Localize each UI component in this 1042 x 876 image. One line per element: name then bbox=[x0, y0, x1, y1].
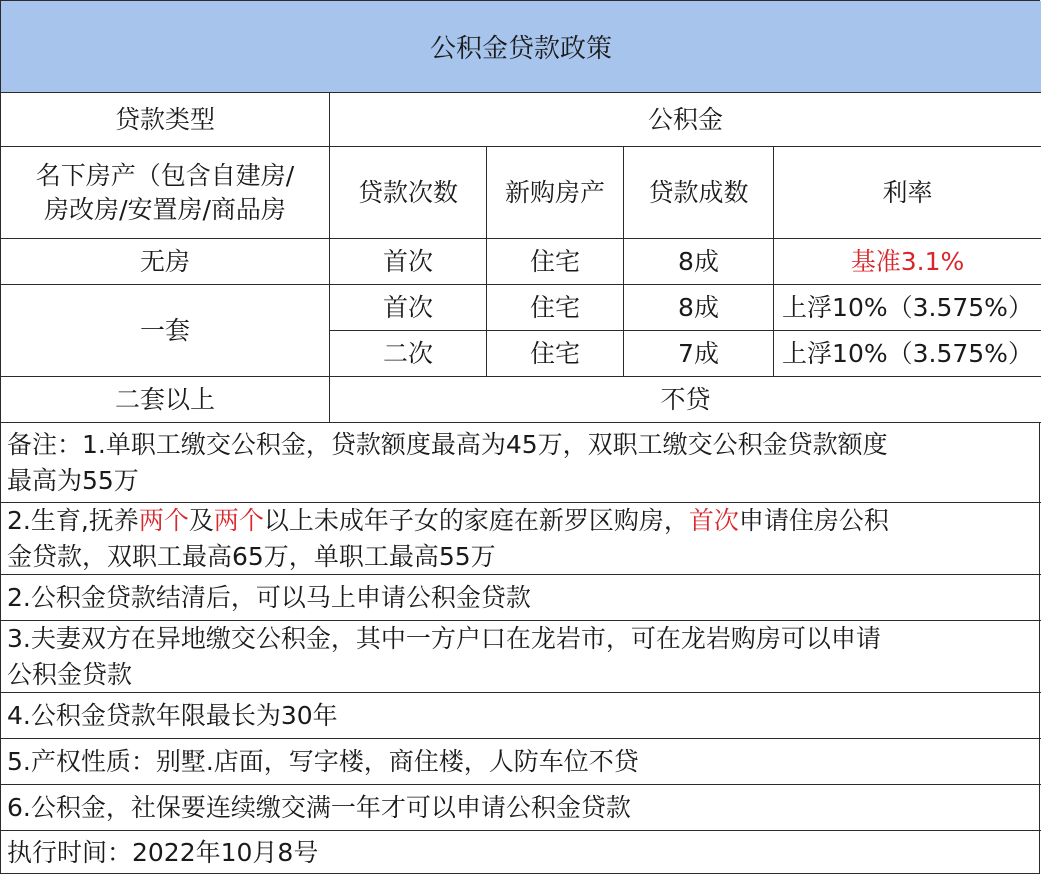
row-one-label: 一套 bbox=[1, 285, 330, 377]
header-loan-times: 贷款次数 bbox=[330, 147, 487, 239]
note-3-text: 2.公积金贷款结清后，可以马上申请公积金贷款 bbox=[7, 582, 531, 612]
header-property-desc bbox=[1, 147, 330, 239]
note-2 bbox=[1, 503, 1041, 575]
note-2-text-a: 2.生育,抚养 bbox=[7, 505, 139, 535]
note-6 bbox=[1, 739, 1041, 785]
row-one-first-times: 首次 bbox=[330, 285, 487, 331]
note-2-line2: 金贷款，双职工最高65万，单职工最高55万 bbox=[7, 541, 496, 571]
note-5 bbox=[1, 693, 1041, 739]
row-one-second-rate: 上浮10%（3.575%） bbox=[774, 331, 1041, 377]
note-2-text-b: 及 bbox=[188, 505, 214, 535]
header-new-property: 新购房产 bbox=[487, 147, 624, 239]
note-1 bbox=[1, 423, 1041, 503]
note-7-text: 6.公积金，社保要连续缴交满一年才可以申请公积金贷款 bbox=[7, 792, 631, 822]
row-one-first-rate: 上浮10%（3.575%） bbox=[774, 285, 1041, 331]
row-none-type: 住宅 bbox=[487, 239, 624, 285]
note-4 bbox=[1, 621, 1041, 693]
row-none-label: 无房 bbox=[1, 239, 330, 285]
header-loan-type: 贷款类型 bbox=[1, 93, 330, 147]
table-title: 公积金贷款政策 bbox=[1, 1, 1041, 93]
note-2-text-d: 申请住房公积 bbox=[738, 505, 889, 535]
note-7 bbox=[1, 785, 1041, 831]
row-none-ratio: 8成 bbox=[624, 239, 774, 285]
header-property-desc-line1: 名下房产（包含自建房/ bbox=[35, 160, 295, 190]
header-rate: 利率 bbox=[774, 147, 1041, 239]
row-two-plus-value: 不贷 bbox=[330, 377, 1041, 423]
row-one-second-times: 二次 bbox=[330, 331, 487, 377]
note-5-text: 4.公积金贷款年限最长为30年 bbox=[7, 700, 338, 730]
row-none-times: 首次 bbox=[330, 239, 487, 285]
note-2-line1 bbox=[7, 503, 889, 539]
note-1-line2: 最高为55万 bbox=[7, 465, 139, 495]
note-3 bbox=[1, 575, 1041, 621]
note-1-line1: 备注：1.单职工缴交公积金，贷款额度最高为45万，双职工缴交公积金贷款额度 bbox=[7, 429, 888, 459]
row-none-rate: 基准3.1% bbox=[774, 239, 1041, 285]
row-one-second-type: 住宅 bbox=[487, 331, 624, 377]
note-2-text-c: 以上未成年子女的家庭在新罗区购房， bbox=[263, 505, 689, 535]
note-6-text: 5.产权性质：别墅.店面，写字楼，商住楼，人防车位不贷 bbox=[7, 746, 639, 776]
header-loan-ratio: 贷款成数 bbox=[624, 147, 774, 239]
note-2-highlight-3: 首次 bbox=[688, 505, 739, 535]
note-2-highlight-2: 两个 bbox=[213, 505, 264, 535]
note-4-line2: 公积金贷款 bbox=[7, 659, 133, 689]
note-4-line1: 3.夫妻双方在异地缴交公积金，其中一方户口在龙岩市，可在龙岩购房可以申请 bbox=[7, 623, 881, 653]
row-one-first-ratio: 8成 bbox=[624, 285, 774, 331]
note-effective-date bbox=[1, 831, 1041, 875]
header-property-desc-line2: 房改房/安置房/商品房 bbox=[44, 194, 286, 224]
row-one-second-ratio: 7成 bbox=[624, 331, 774, 377]
row-two-plus-label: 二套以上 bbox=[1, 377, 330, 423]
effective-date-text: 执行时间：2022年10月8号 bbox=[7, 838, 319, 867]
note-2-highlight-1: 两个 bbox=[138, 505, 189, 535]
row-one-first-type: 住宅 bbox=[487, 285, 624, 331]
header-fund: 公积金 bbox=[330, 93, 1041, 147]
